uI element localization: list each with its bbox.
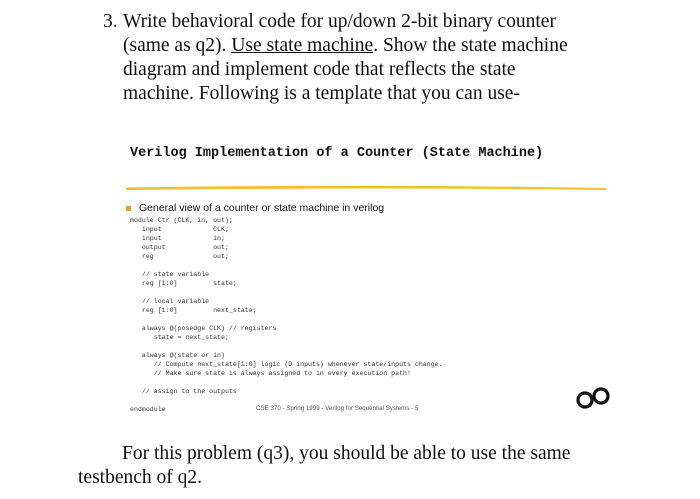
code-line: output out; bbox=[130, 244, 229, 251]
code-line bbox=[130, 315, 443, 324]
question-line-2a: (same as q2). bbox=[123, 35, 232, 56]
question-number: 3. bbox=[103, 11, 118, 32]
code-line: input CLK; bbox=[130, 226, 229, 233]
question-line-2 bbox=[123, 34, 693, 58]
code-line: input in; bbox=[130, 235, 225, 242]
code-line bbox=[130, 342, 443, 351]
code-line: // state variable bbox=[130, 271, 210, 278]
verilog-code-block bbox=[130, 216, 443, 414]
question-line-4: machine. Following is a template that you can use- bbox=[123, 83, 520, 104]
code-line: // Compute next_state[1:0] logic (D inputs) whenever state/inputs change. bbox=[130, 361, 443, 368]
code-line bbox=[130, 261, 443, 270]
code-line bbox=[130, 378, 443, 387]
code-line: reg [1:0] next_state; bbox=[130, 307, 257, 314]
question-body bbox=[123, 10, 693, 106]
slide-bullet-text: General view of a counter or state machine in verilog bbox=[139, 202, 385, 214]
code-line: always @(posedge CLK) // registers bbox=[130, 325, 277, 332]
closing-line-2: testbench of q2. bbox=[78, 467, 203, 488]
accent-bar bbox=[126, 184, 606, 191]
bullet-square-icon bbox=[126, 206, 131, 211]
code-line: reg [1:0] state; bbox=[130, 280, 237, 287]
glasses-icon bbox=[576, 386, 610, 410]
code-line: endmodule bbox=[130, 406, 166, 413]
code-line: always @(state or in) bbox=[130, 352, 225, 359]
code-line: // local variable bbox=[130, 298, 210, 305]
code-line: reg out; bbox=[130, 253, 229, 260]
slide-title: Verilog Implementation of a Counter (State Machine) bbox=[130, 146, 544, 161]
question-line-2b: . Show the state machine bbox=[373, 35, 568, 56]
code-line: // Make sure state is always assigned to in every execution path! bbox=[130, 370, 411, 377]
code-line: module Ctr (CLK, in, out); bbox=[130, 217, 233, 224]
code-line bbox=[130, 288, 443, 297]
code-line: state = next_state; bbox=[130, 334, 229, 341]
accent-bar-stroke bbox=[126, 186, 606, 190]
slide-bullet bbox=[126, 202, 384, 214]
code-line: // assign to the outputs bbox=[130, 388, 237, 395]
code-line bbox=[130, 396, 443, 405]
slide-footer: CSE 370 - Spring 1999 - Verilog for Sequential Systems - 5 bbox=[256, 405, 419, 412]
underlined-instruction: Use state machine bbox=[231, 35, 374, 56]
closing-text bbox=[78, 442, 678, 490]
question-line-3: diagram and implement code that reflects the state bbox=[123, 59, 516, 80]
closing-line-1: For this problem (q3), you should be able to use the same bbox=[122, 443, 571, 464]
question-line-1: Write behavioral code for up/down 2-bit binary counter bbox=[123, 11, 556, 32]
embedded-slide bbox=[118, 140, 608, 430]
